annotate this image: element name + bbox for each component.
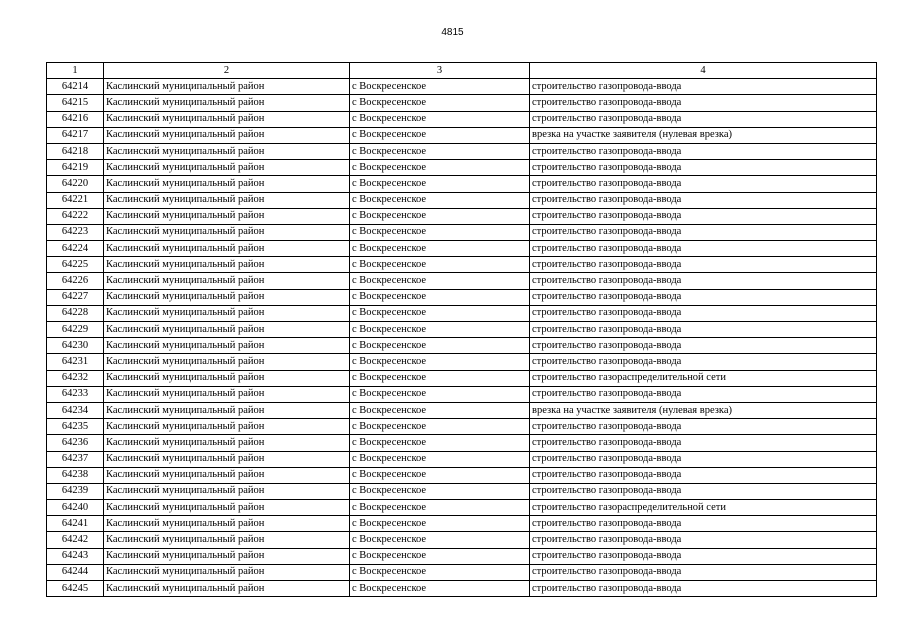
- row-number-cell: 64224: [47, 241, 104, 257]
- table-row: [47, 402, 877, 418]
- registry-table: [46, 62, 877, 597]
- table-row: [47, 208, 877, 224]
- table-row: [47, 516, 877, 532]
- district-cell: Каслинский муниципальный район: [104, 467, 350, 483]
- table-row: [47, 192, 877, 208]
- work-type-cell: строительство газопровода-ввода: [530, 483, 877, 499]
- work-type-cell: строительство газопровода-ввода: [530, 564, 877, 580]
- district-cell: Каслинский муниципальный район: [104, 581, 350, 597]
- table-row: [47, 305, 877, 321]
- district-cell: Каслинский муниципальный район: [104, 548, 350, 564]
- row-number-cell: 64226: [47, 273, 104, 289]
- work-type-cell: строительство газопровода-ввода: [530, 305, 877, 321]
- table-row: [47, 224, 877, 240]
- settlement-cell: с Воскресенское: [350, 532, 530, 548]
- row-number-cell: 64220: [47, 176, 104, 192]
- work-type-cell: строительство газопровода-ввода: [530, 241, 877, 257]
- work-type-cell: строительство газопровода-ввода: [530, 95, 877, 111]
- work-type-cell: строительство газопровода-ввода: [530, 192, 877, 208]
- table-row: [47, 467, 877, 483]
- district-cell: Каслинский муниципальный район: [104, 386, 350, 402]
- work-type-cell: строительство газораспределительной сети: [530, 370, 877, 386]
- row-number-cell: 64238: [47, 467, 104, 483]
- work-type-cell: строительство газопровода-ввода: [530, 467, 877, 483]
- table-row: [47, 176, 877, 192]
- district-cell: Каслинский муниципальный район: [104, 354, 350, 370]
- row-number-cell: 64245: [47, 581, 104, 597]
- settlement-cell: с Воскресенское: [350, 257, 530, 273]
- row-number-cell: 64219: [47, 160, 104, 176]
- table-row: [47, 500, 877, 516]
- settlement-cell: с Воскресенское: [350, 500, 530, 516]
- settlement-cell: с Воскресенское: [350, 322, 530, 338]
- table-row: [47, 354, 877, 370]
- work-type-cell: строительство газопровода-ввода: [530, 160, 877, 176]
- table-row: [47, 581, 877, 597]
- table-row: [47, 111, 877, 127]
- district-cell: Каслинский муниципальный район: [104, 241, 350, 257]
- work-type-cell: строительство газопровода-ввода: [530, 208, 877, 224]
- table-row: [47, 95, 877, 111]
- table-row: [47, 273, 877, 289]
- row-number-cell: 64232: [47, 370, 104, 386]
- row-number-cell: 64231: [47, 354, 104, 370]
- settlement-cell: с Воскресенское: [350, 370, 530, 386]
- district-cell: Каслинский муниципальный район: [104, 192, 350, 208]
- work-type-cell: строительство газопровода-ввода: [530, 79, 877, 95]
- settlement-cell: с Воскресенское: [350, 402, 530, 418]
- table-row: [47, 289, 877, 305]
- column-header-1: 1: [47, 63, 104, 79]
- row-number-cell: 64223: [47, 224, 104, 240]
- table-row: [47, 79, 877, 95]
- settlement-cell: с Воскресенское: [350, 143, 530, 159]
- district-cell: Каслинский муниципальный район: [104, 143, 350, 159]
- row-number-cell: 64216: [47, 111, 104, 127]
- settlement-cell: с Воскресенское: [350, 516, 530, 532]
- row-number-cell: 64230: [47, 338, 104, 354]
- row-number-cell: 64217: [47, 127, 104, 143]
- table-row: [47, 338, 877, 354]
- row-number-cell: 64234: [47, 402, 104, 418]
- settlement-cell: с Воскресенское: [350, 192, 530, 208]
- settlement-cell: с Воскресенское: [350, 127, 530, 143]
- work-type-cell: строительство газораспределительной сети: [530, 500, 877, 516]
- district-cell: Каслинский муниципальный район: [104, 289, 350, 305]
- settlement-cell: с Воскресенское: [350, 79, 530, 95]
- district-cell: Каслинский муниципальный район: [104, 95, 350, 111]
- district-cell: Каслинский муниципальный район: [104, 111, 350, 127]
- table-header: [47, 63, 877, 79]
- district-cell: Каслинский муниципальный район: [104, 564, 350, 580]
- table-row: [47, 483, 877, 499]
- settlement-cell: с Воскресенское: [350, 289, 530, 305]
- table-row: [47, 548, 877, 564]
- district-cell: Каслинский муниципальный район: [104, 435, 350, 451]
- work-type-cell: строительство газопровода-ввода: [530, 143, 877, 159]
- district-cell: Каслинский муниципальный район: [104, 419, 350, 435]
- district-cell: Каслинский муниципальный район: [104, 305, 350, 321]
- district-cell: Каслинский муниципальный район: [104, 483, 350, 499]
- column-header-2: 2: [104, 63, 350, 79]
- row-number-cell: 64229: [47, 322, 104, 338]
- district-cell: Каслинский муниципальный район: [104, 500, 350, 516]
- settlement-cell: с Воскресенское: [350, 305, 530, 321]
- row-number-cell: 64241: [47, 516, 104, 532]
- table-row: [47, 241, 877, 257]
- settlement-cell: с Воскресенское: [350, 95, 530, 111]
- work-type-cell: строительство газопровода-ввода: [530, 111, 877, 127]
- column-header-4: 4: [530, 63, 877, 79]
- row-number-cell: 64243: [47, 548, 104, 564]
- row-number-cell: 64218: [47, 143, 104, 159]
- work-type-cell: врезка на участке заявителя (нулевая врезка): [530, 402, 877, 418]
- work-type-cell: строительство газопровода-ввода: [530, 224, 877, 240]
- row-number-cell: 64227: [47, 289, 104, 305]
- district-cell: Каслинский муниципальный район: [104, 127, 350, 143]
- work-type-cell: строительство газопровода-ввода: [530, 176, 877, 192]
- row-number-cell: 64236: [47, 435, 104, 451]
- row-number-cell: 64240: [47, 500, 104, 516]
- settlement-cell: с Воскресенское: [350, 224, 530, 240]
- table-row: [47, 127, 877, 143]
- table-body: [47, 79, 877, 597]
- work-type-cell: строительство газопровода-ввода: [530, 532, 877, 548]
- table-row: [47, 370, 877, 386]
- settlement-cell: с Воскресенское: [350, 581, 530, 597]
- row-number-cell: 64222: [47, 208, 104, 224]
- work-type-cell: строительство газопровода-ввода: [530, 386, 877, 402]
- row-number-cell: 64244: [47, 564, 104, 580]
- settlement-cell: с Воскресенское: [350, 338, 530, 354]
- district-cell: Каслинский муниципальный район: [104, 160, 350, 176]
- work-type-cell: строительство газопровода-ввода: [530, 338, 877, 354]
- table-row: [47, 419, 877, 435]
- page-number: 4815: [441, 27, 464, 38]
- row-number-cell: 64237: [47, 451, 104, 467]
- row-number-cell: 64228: [47, 305, 104, 321]
- work-type-cell: строительство газопровода-ввода: [530, 289, 877, 305]
- district-cell: Каслинский муниципальный район: [104, 338, 350, 354]
- settlement-cell: с Воскресенское: [350, 160, 530, 176]
- district-cell: Каслинский муниципальный район: [104, 208, 350, 224]
- column-header-3: 3: [350, 63, 530, 79]
- district-cell: Каслинский муниципальный район: [104, 322, 350, 338]
- settlement-cell: с Воскресенское: [350, 548, 530, 564]
- settlement-cell: с Воскресенское: [350, 208, 530, 224]
- work-type-cell: врезка на участке заявителя (нулевая врезка): [530, 127, 877, 143]
- district-cell: Каслинский муниципальный район: [104, 532, 350, 548]
- district-cell: Каслинский муниципальный район: [104, 273, 350, 289]
- work-type-cell: строительство газопровода-ввода: [530, 257, 877, 273]
- district-cell: Каслинский муниципальный район: [104, 176, 350, 192]
- table-row: [47, 322, 877, 338]
- settlement-cell: с Воскресенское: [350, 241, 530, 257]
- work-type-cell: строительство газопровода-ввода: [530, 516, 877, 532]
- district-cell: Каслинский муниципальный район: [104, 257, 350, 273]
- work-type-cell: строительство газопровода-ввода: [530, 435, 877, 451]
- work-type-cell: строительство газопровода-ввода: [530, 354, 877, 370]
- settlement-cell: с Воскресенское: [350, 273, 530, 289]
- settlement-cell: с Воскресенское: [350, 483, 530, 499]
- settlement-cell: с Воскресенское: [350, 435, 530, 451]
- table-row: [47, 451, 877, 467]
- district-cell: Каслинский муниципальный район: [104, 402, 350, 418]
- row-number-cell: 64225: [47, 257, 104, 273]
- district-cell: Каслинский муниципальный район: [104, 516, 350, 532]
- settlement-cell: с Воскресенское: [350, 564, 530, 580]
- settlement-cell: с Воскресенское: [350, 451, 530, 467]
- settlement-cell: с Воскресенское: [350, 467, 530, 483]
- work-type-cell: строительство газопровода-ввода: [530, 273, 877, 289]
- settlement-cell: с Воскресенское: [350, 386, 530, 402]
- row-number-cell: 64215: [47, 95, 104, 111]
- row-number-cell: 64214: [47, 79, 104, 95]
- row-number-cell: 64239: [47, 483, 104, 499]
- row-number-cell: 64235: [47, 419, 104, 435]
- table-row: [47, 386, 877, 402]
- work-type-cell: строительство газопровода-ввода: [530, 322, 877, 338]
- work-type-cell: строительство газопровода-ввода: [530, 581, 877, 597]
- table-row: [47, 160, 877, 176]
- table-row: [47, 143, 877, 159]
- row-number-cell: 64233: [47, 386, 104, 402]
- settlement-cell: с Воскресенское: [350, 354, 530, 370]
- settlement-cell: с Воскресенское: [350, 111, 530, 127]
- table-row: [47, 435, 877, 451]
- table-row: [47, 564, 877, 580]
- district-cell: Каслинский муниципальный район: [104, 370, 350, 386]
- settlement-cell: с Воскресенское: [350, 419, 530, 435]
- work-type-cell: строительство газопровода-ввода: [530, 548, 877, 564]
- work-type-cell: строительство газопровода-ввода: [530, 451, 877, 467]
- district-cell: Каслинский муниципальный район: [104, 224, 350, 240]
- table-row: [47, 532, 877, 548]
- row-number-cell: 64242: [47, 532, 104, 548]
- settlement-cell: с Воскресенское: [350, 176, 530, 192]
- table-row: [47, 257, 877, 273]
- row-number-cell: 64221: [47, 192, 104, 208]
- work-type-cell: строительство газопровода-ввода: [530, 419, 877, 435]
- district-cell: Каслинский муниципальный район: [104, 451, 350, 467]
- header-row: [47, 63, 877, 79]
- district-cell: Каслинский муниципальный район: [104, 79, 350, 95]
